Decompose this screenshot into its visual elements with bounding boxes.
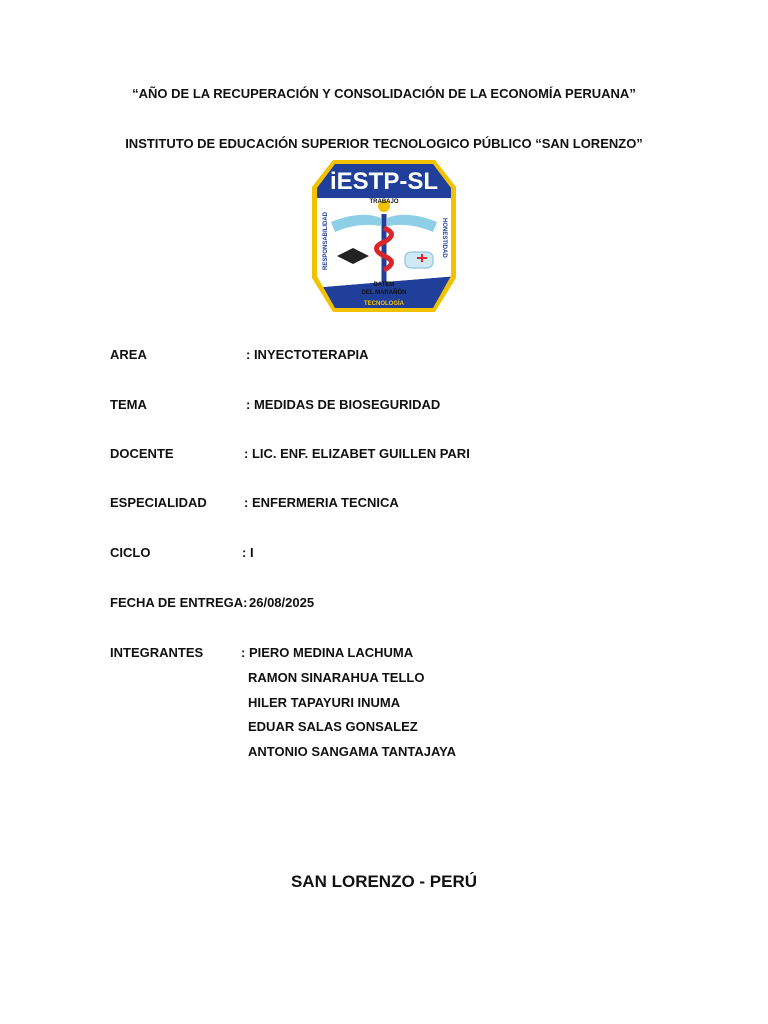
field-value: : INYECTOTERAPIA	[246, 347, 369, 362]
field-label: ESPECIALIDAD	[110, 495, 207, 510]
field-value: : ENFERMERIA TECNICA	[244, 495, 399, 510]
member-name: ANTONIO SANGAMA TANTAJAYA	[248, 744, 457, 759]
field-label: AREA	[110, 347, 147, 362]
field-value: : LIC. ENF. ELIZABET GUILLEN PARI	[244, 446, 470, 461]
institute-logo	[311, 158, 457, 314]
logo-ribbon: TECNOLOGÍA	[364, 301, 404, 307]
field-value: : I	[242, 545, 254, 560]
member-name: HILER TAPAYURI INUMA	[248, 695, 401, 710]
logo-title: iESTP-SL	[329, 168, 439, 195]
institute-name: INSTITUTO DE EDUCACIÓN SUPERIOR TECNOLOGICO PÚBLICO “SAN LORENZO”	[125, 136, 643, 151]
field-label: TEMA	[110, 397, 147, 412]
field-label: DOCENTE	[110, 446, 174, 461]
logo-bottom-line1: DATEM	[373, 282, 395, 288]
nurse-cap-icon	[405, 252, 433, 268]
document-slogan: “AÑO DE LA RECUPERACIÓN Y CONSOLIDACIÓN DE LA ECONOMÍA PERUANA”	[132, 86, 636, 101]
member-name: RAMON SINARAHUA TELLO	[248, 670, 425, 685]
logo-bottom-line2: DEL MARAÑÓN	[361, 290, 407, 296]
field-value: 26/08/2025	[249, 595, 315, 610]
footer-location: SAN LORENZO - PERÚ	[290, 872, 478, 891]
field-value: : MEDIDAS DE BIOSEGURIDAD	[246, 397, 441, 412]
logo-top-word: TRABAJO	[369, 199, 399, 205]
staff-icon	[382, 214, 387, 284]
field-label: CICLO	[110, 545, 151, 560]
field-label: INTEGRANTES	[110, 645, 204, 660]
member-name: EDUAR SALAS GONSALEZ	[248, 719, 418, 734]
logo-left-word: RESPONSABILIDAD	[323, 211, 329, 270]
field-label: FECHA DE ENTREGA:	[110, 595, 248, 610]
logo-right-word: HONESTIDAD	[441, 218, 447, 258]
field-value: : PIERO MEDINA LACHUMA	[241, 645, 414, 660]
